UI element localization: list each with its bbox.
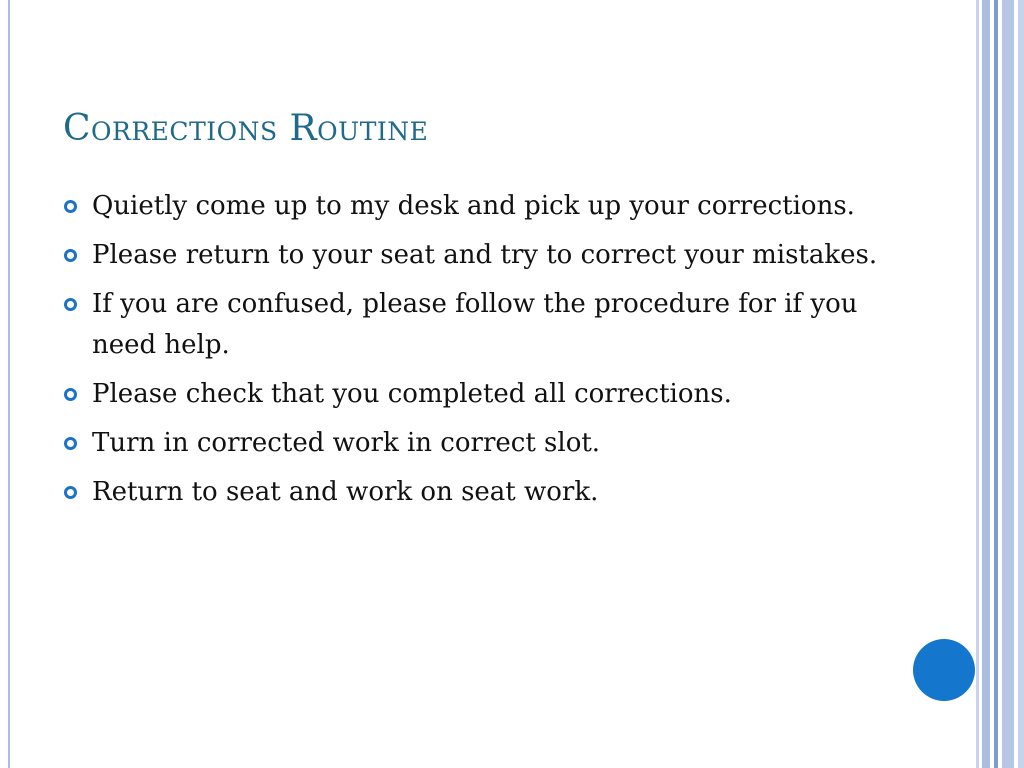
filled-circle-icon bbox=[913, 639, 975, 701]
bullet-text: If you are confused, please follow the procedure for if you need help. bbox=[92, 289, 858, 360]
slide-title: Corrections Routine bbox=[63, 108, 429, 149]
bullet-text: Return to seat and work on seat work. bbox=[92, 477, 599, 507]
ring-bullet-icon bbox=[64, 298, 77, 311]
bullet-text: Quietly come up to my desk and pick up your corrections. bbox=[92, 191, 855, 221]
bullet-item bbox=[64, 186, 884, 227]
bullet-item bbox=[64, 472, 884, 513]
stripe-2 bbox=[982, 0, 990, 768]
right-decorative-stripes bbox=[976, 0, 1024, 768]
ring-bullet-icon bbox=[64, 486, 77, 499]
bullet-item bbox=[64, 374, 884, 415]
bullet-text: Please return to your seat and try to correct your mistakes. bbox=[92, 240, 878, 270]
stripe-3 bbox=[994, 0, 998, 768]
bullet-item bbox=[64, 284, 884, 366]
stripe-1 bbox=[976, 0, 979, 768]
bullet-item bbox=[64, 235, 884, 276]
bullet-item bbox=[64, 423, 884, 464]
ring-bullet-icon bbox=[64, 388, 77, 401]
left-border-line bbox=[8, 0, 10, 768]
stripe-5 bbox=[1018, 0, 1024, 768]
ring-bullet-icon bbox=[64, 249, 77, 262]
ring-bullet-icon bbox=[64, 200, 77, 213]
bullet-text: Please check that you completed all corrections. bbox=[92, 379, 732, 409]
ring-bullet-icon bbox=[64, 437, 77, 450]
bullet-list bbox=[64, 186, 884, 521]
stripe-4 bbox=[1002, 0, 1014, 768]
bullet-text: Turn in corrected work in correct slot. bbox=[92, 428, 601, 458]
